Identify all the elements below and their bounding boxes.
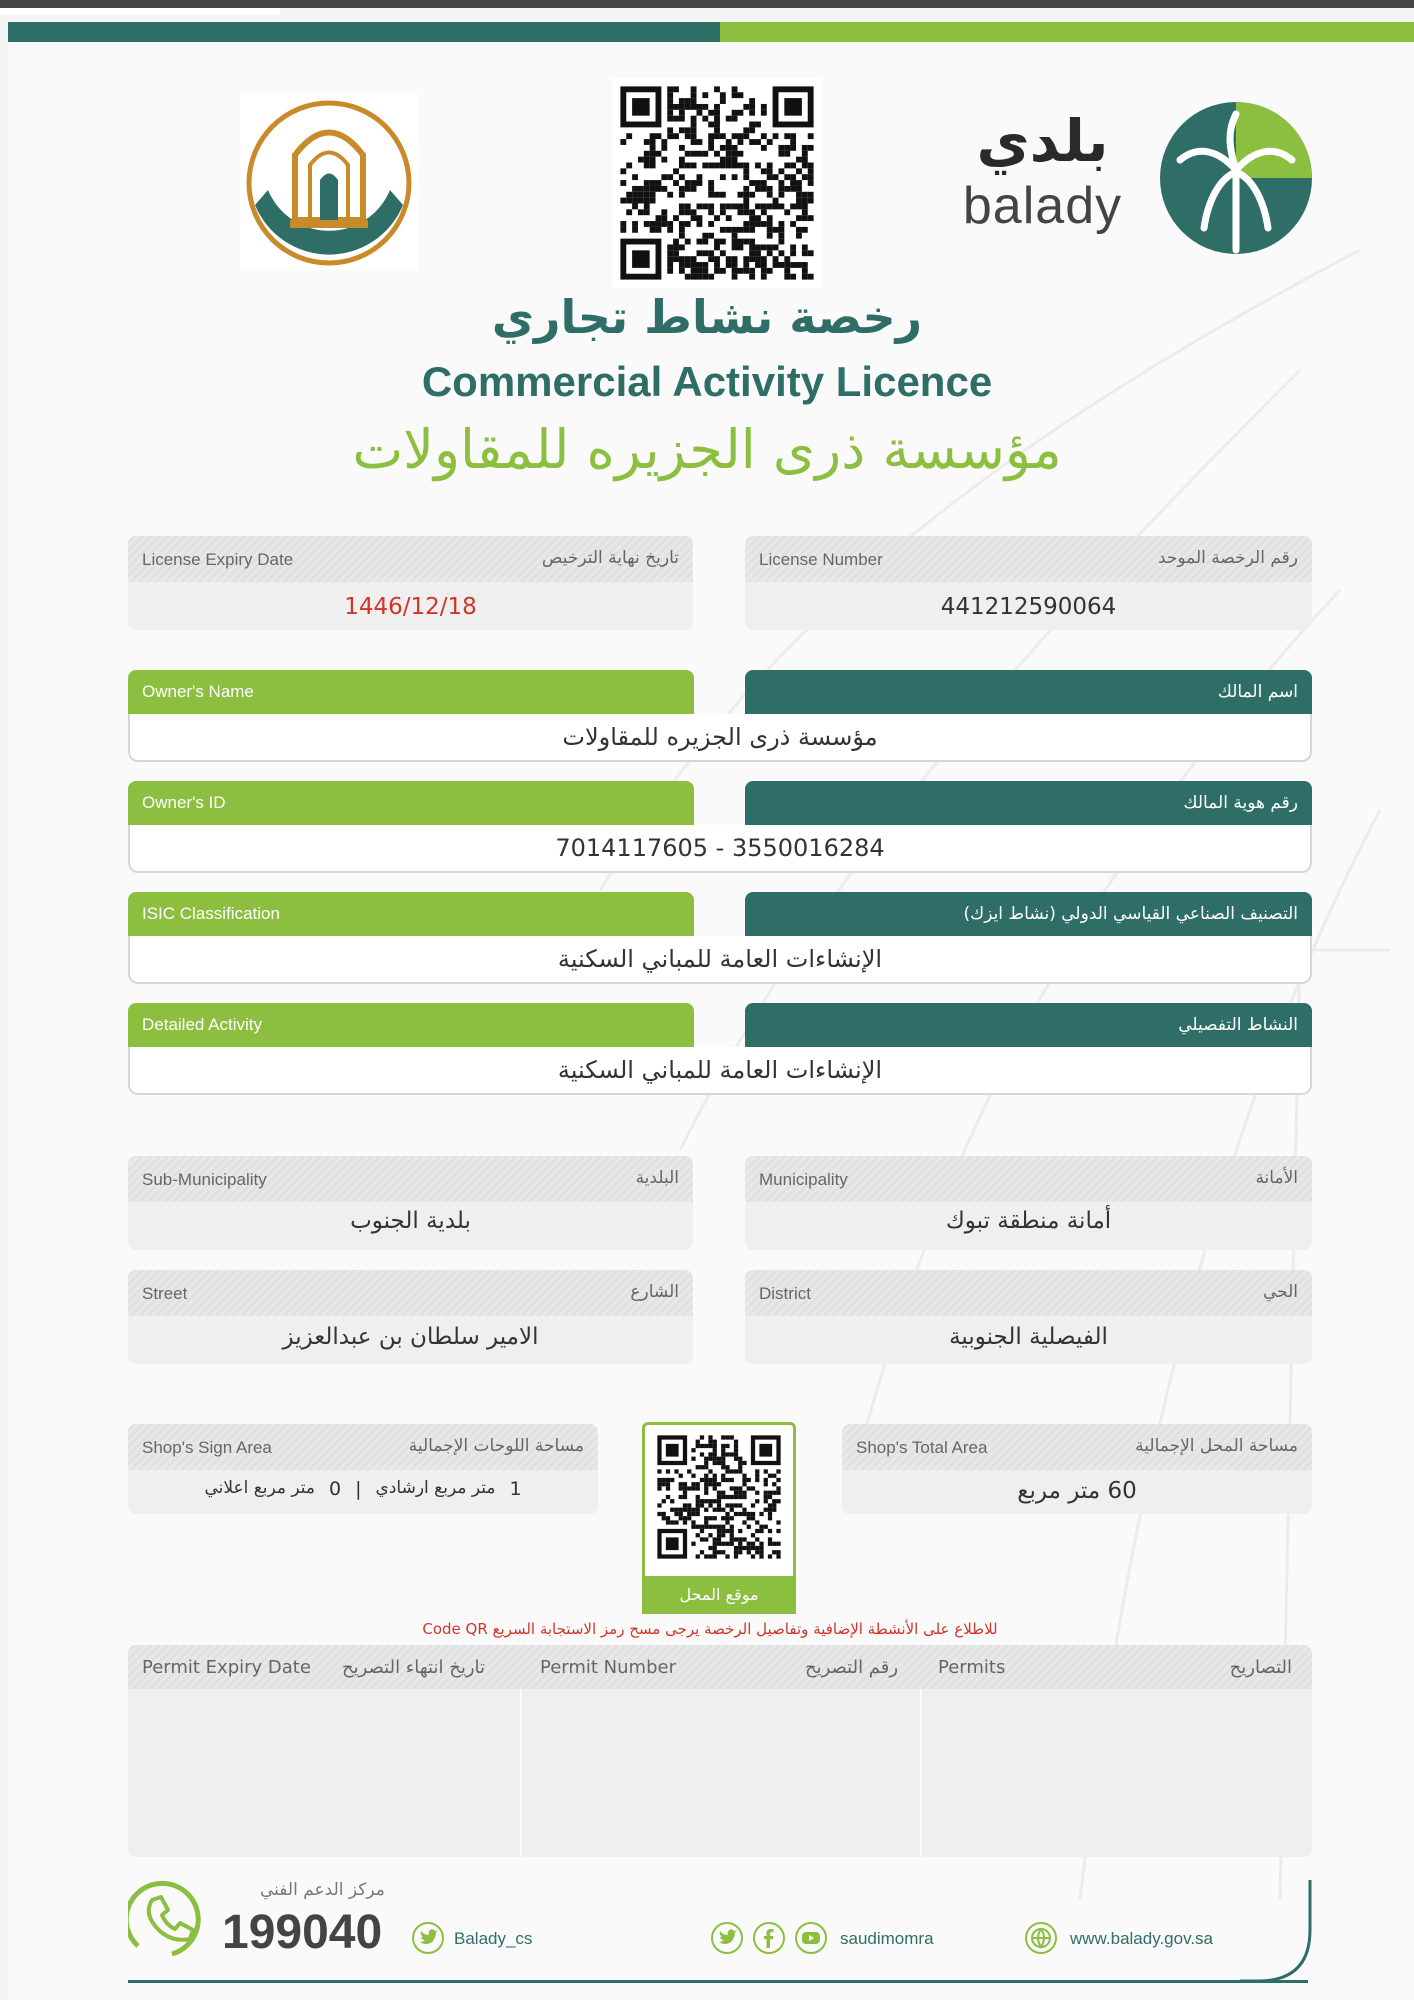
isic-box [128, 936, 1312, 984]
isic-label-ar: التصنيف الصناعي القياسي الدولي (نشاط ايزك) [963, 904, 1298, 924]
license-number-box [745, 536, 1312, 630]
street-label-en: Street [142, 1284, 188, 1303]
sign-area-guide-value: 1 [509, 1478, 522, 1500]
shop-location-label[interactable]: موقع المحل [642, 1576, 796, 1614]
support-phone-number[interactable]: 199040 [222, 1906, 383, 1959]
total-area-value: 60 متر مربع [1017, 1478, 1137, 1504]
sign-area-label-ar: مساحة اللوحات الإجمالية [408, 1436, 584, 1456]
isic-label-en: ISIC Classification [142, 904, 280, 923]
detailed-activity-header-ar [745, 1003, 1312, 1049]
owner-name-value: مؤسسة ذرى الجزيره للمقاولات [562, 723, 878, 751]
detailed-activity-label-en: Detailed Activity [142, 1015, 262, 1034]
municipality-box [745, 1156, 1312, 1250]
globe-icon[interactable] [1025, 1922, 1057, 1954]
owner-name-header-ar [745, 670, 1312, 716]
establishment-name: مؤسسة ذرى الجزيره للمقاولات [352, 418, 1062, 481]
detailed-activity-header-en [128, 1003, 694, 1049]
license-expiry-label-en: License Expiry Date [142, 550, 294, 569]
isic-value: الإنشاءات العامة للمباني السكنية [557, 945, 883, 973]
permit-number-label-ar: رقم التصريح [805, 1657, 899, 1678]
permit-number-label-en: Permit Number [540, 1657, 676, 1678]
youtube-icon[interactable] [795, 1922, 827, 1954]
sign-area-value-row [128, 1478, 598, 1500]
total-area-label-ar: مساحة المحل الإجمالية [1135, 1436, 1298, 1456]
sign-area-ad-unit: متر مربع اعلاني [204, 1478, 316, 1498]
license-number-label-ar: رقم الرخصة الموحد [1157, 548, 1298, 568]
title-arabic: رخصة نشاط تجاري [491, 290, 923, 344]
license-expiry-label-ar: تاريخ نهاية الترخيص [541, 548, 679, 568]
sub-municipality-value: بلدية الجنوب [350, 1208, 471, 1234]
permits-label-en: Permits [938, 1657, 1006, 1678]
amana-logo [240, 95, 418, 270]
district-label-ar: الحي [1262, 1282, 1298, 1302]
license-number-label-en: License Number [759, 550, 883, 569]
sign-area-ad-value: 0 [329, 1478, 342, 1500]
owner-id-label-ar: رقم هوية المالك [1183, 793, 1298, 813]
street-box [128, 1270, 693, 1364]
top-edge-highlight [0, 8, 280, 15]
twitter-support-handle[interactable]: Balady_cs [454, 1929, 533, 1948]
title-english: Commercial Activity Licence [421, 358, 993, 405]
isic-header-en [128, 892, 694, 938]
twitter-icon[interactable] [412, 1922, 444, 1954]
total-area-label-en: Shop's Total Area [856, 1438, 988, 1457]
sign-area-label-en: Shop's Sign Area [142, 1438, 272, 1457]
owner-id-header-en [128, 781, 694, 827]
permit-expiry-label-en: Permit Expiry Date [142, 1657, 311, 1678]
top-edge [0, 0, 1414, 8]
shop-location-qr-code[interactable] [652, 1430, 786, 1564]
twitter-icon[interactable] [711, 1922, 743, 1954]
owner-id-header-ar [745, 781, 1312, 827]
owner-id-box [128, 825, 1312, 873]
owner-id-value: 7014117605 - 3550016284 [555, 834, 885, 862]
header-stripe-green [720, 22, 1414, 42]
sign-area-box [128, 1424, 598, 1514]
owner-name-header-en [128, 670, 694, 716]
footer-line [128, 1980, 1308, 1983]
owner-name-label-en: Owner's Name [142, 682, 254, 701]
district-box [745, 1270, 1312, 1364]
phone-icon [128, 1880, 206, 1958]
sub-municipality-label-ar: البلدية [635, 1168, 679, 1188]
footer-corner-curve [1240, 1880, 1312, 1983]
permits-table [128, 1645, 1312, 1857]
sub-municipality-label-en: Sub-Municipality [142, 1170, 267, 1189]
sign-area-guide-unit: متر مربع ارشادي [375, 1478, 496, 1498]
balady-logo-english: balady [962, 177, 1123, 235]
municipality-value: أمانة منطقة تبوك [945, 1208, 1112, 1234]
owner-name-box [128, 714, 1312, 762]
website-link[interactable]: www.balady.gov.sa [1070, 1929, 1213, 1948]
permits-column-divider [520, 1689, 522, 1857]
owner-name-label-ar: اسم المالك [1217, 682, 1298, 702]
permits-column-divider [920, 1689, 922, 1857]
municipality-label-en: Municipality [759, 1170, 848, 1189]
district-label-en: District [759, 1284, 811, 1303]
detailed-activity-value: الإنشاءات العامة للمباني السكنية [557, 1056, 883, 1084]
street-value: الامير سلطان بن عبدالعزيز [282, 1324, 539, 1350]
detailed-activity-label-ar: النشاط التفصيلي [1178, 1015, 1298, 1035]
qr-instruction-note: للاطلاع على الأنشطة الإضافية وتفاصيل الرخصة يرجى مسح رمز الاستجابة السريع Code QR [422, 1620, 998, 1638]
license-expiry-value: 1446/12/18 [344, 594, 477, 620]
sub-municipality-box [128, 1156, 693, 1250]
total-area-box [842, 1424, 1312, 1514]
facebook-icon[interactable] [753, 1922, 785, 1954]
balady-logo-arabic: بلدي [976, 107, 1109, 175]
license-number-value: 441212590064 [940, 594, 1117, 620]
social-media-handle[interactable]: saudimomra [840, 1929, 934, 1948]
municipality-label-ar: الأمانة [1255, 1168, 1298, 1188]
support-center-label: مركز الدعم الفني [260, 1880, 385, 1900]
street-label-ar: الشارع [630, 1282, 679, 1302]
detailed-activity-box [128, 1047, 1312, 1095]
permits-label-ar: التصاريح [1229, 1657, 1292, 1678]
license-qr-code [612, 78, 822, 288]
permit-expiry-label-ar: تاريخ انتهاء التصريح [342, 1657, 486, 1678]
header-stripe-teal [8, 22, 720, 42]
sign-area-separator: | [355, 1478, 362, 1500]
balady-palm-icon [1158, 100, 1314, 256]
license-expiry-box [128, 536, 693, 630]
isic-header-ar [745, 892, 1312, 938]
owner-id-label-en: Owner's ID [142, 793, 226, 812]
district-value: الفيصلية الجنوبية [949, 1324, 1108, 1350]
